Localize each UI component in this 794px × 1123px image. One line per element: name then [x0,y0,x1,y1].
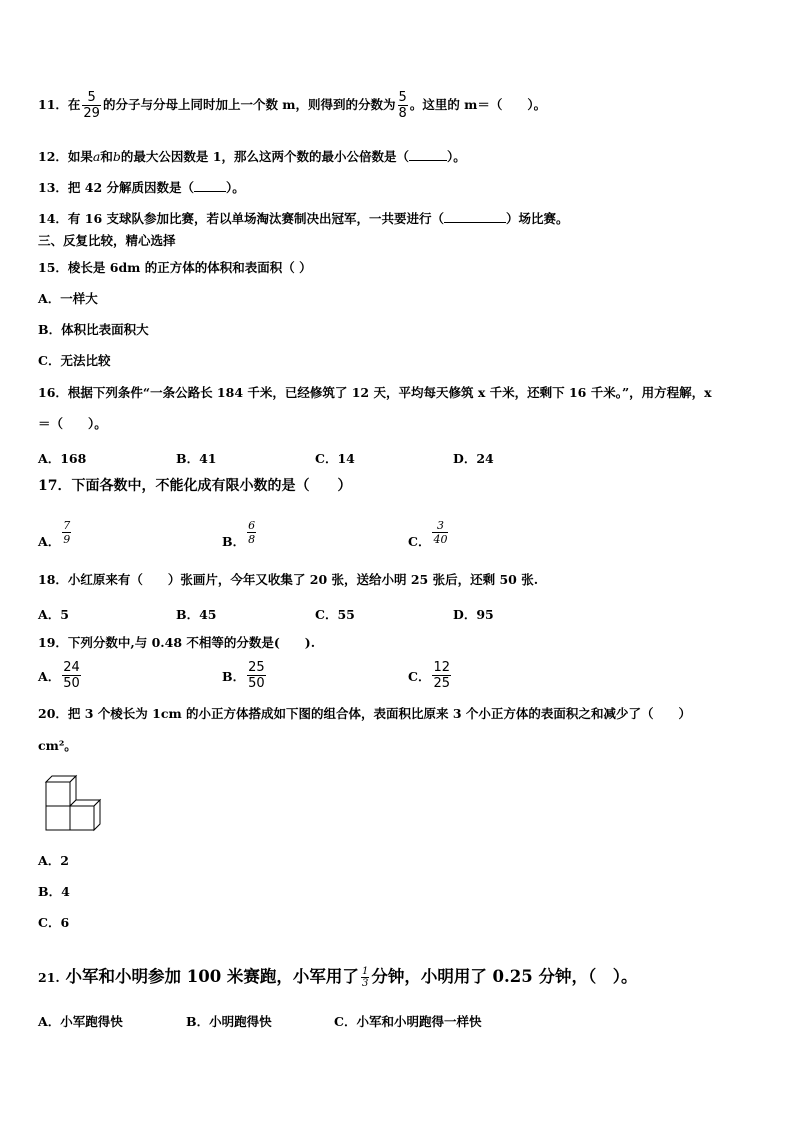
q19-option-c[interactable] [408,660,453,691]
q17-c-numerator: 3 [436,518,444,532]
q17-option-a-label: A． [38,534,61,549]
question-21 [38,966,638,989]
q19-option-a[interactable] [38,660,83,691]
q11-suffix: 。这里的 m＝（ ）。 [409,97,547,112]
q17-option-b-label: B． [222,534,246,549]
q17-c-denominator: 40 [433,532,448,546]
q11-middle: 的分子与分母上同时加上一个数 m，则得到的分数为 [102,97,396,112]
q17-option-c[interactable] [408,514,450,550]
question-19-stem: 19．下列分数中,与 0.48 不相等的分数是( ). [38,635,316,650]
section-heading: 三、反复比较，精心选择 [38,233,176,248]
q21-option-c[interactable]: C．小军和小明跑得一样快 [334,1014,482,1029]
question-13 [38,179,245,195]
q16-option-d[interactable]: D．24 [453,451,494,466]
q19-b-denominator: 50 [248,676,265,691]
q17-option-a[interactable] [38,514,73,550]
q14-answer-blank[interactable] [444,210,506,223]
question-16-stem-line2: ＝（ ）。 [38,416,107,431]
q11-frac1-denominator: 29 [83,106,100,121]
q19-option-b-fraction [247,660,266,691]
q16-option-a[interactable]: A．168 [38,451,87,466]
q21-suffix: 分钟，小明用了 0.25 分钟，（ ）。 [371,967,638,986]
q11-frac2-numerator: 5 [398,90,407,105]
q19-option-b[interactable] [222,660,268,691]
question-11 [38,90,546,121]
q19-c-denominator: 25 [433,676,450,691]
q11-frac2-denominator: 8 [398,106,407,121]
q18-option-c[interactable]: C．55 [315,607,355,622]
q17-b-denominator: 8 [248,532,256,546]
q19-a-numerator: 24 [63,660,80,675]
q17-b-numerator: 6 [248,518,256,532]
q20-option-c[interactable]: C．6 [38,915,70,930]
q12-prefix: 12．如果 [38,149,93,164]
q21-denominator: 3 [361,978,369,989]
cube-figure [42,772,112,836]
question-15-stem: 15．棱长是 6dm 的正方体的体积和表面积（ ） [38,260,312,275]
q19-option-a-fraction [62,660,81,691]
q12-var-a: a [92,149,101,164]
q13-prefix: 13．把 42 分解质因数是（ [38,180,194,195]
q18-option-a[interactable]: A．5 [38,607,69,622]
q21-numerator: 1 [361,966,369,977]
q17-option-a-fraction [62,519,71,546]
question-20-stem-line1: 20．把 3 个棱长为 1cm 的小正方体搭成如下图的组合体，表面积比原来 3 个小正方体的表面积之和减少了（ ） [38,706,691,721]
q19-option-c-label: C． [408,668,431,684]
q17-a-denominator: 9 [63,532,71,546]
q12-middle: 的最大公因数是 1，那么这两个数的最小公倍数是（ [120,149,409,164]
q11-fraction-1 [82,90,101,121]
q19-c-numerator: 12 [433,660,450,675]
question-17-stem: 17．下面各数中，不能化成有限小数的是（ ） [38,478,352,494]
q17-option-b[interactable] [222,514,258,550]
q16-option-c[interactable]: C．14 [315,451,355,466]
q19-option-a-label: A． [38,668,61,684]
q19-option-c-fraction [432,660,451,691]
q21-option-b[interactable]: B．小明跑得快 [186,1014,272,1029]
q12-suffix: ）。 [446,149,466,164]
question-18-stem: 18．小红原来有（ ）张画片，今年又收集了 20 张，送给小明 25 张后，还剩 50 张. [38,572,539,587]
q13-suffix: ）。 [226,180,245,195]
q18-option-b[interactable]: B．45 [176,607,217,622]
q16-option-b[interactable]: B．41 [176,451,217,466]
q19-option-b-label: B． [222,668,246,684]
q14-suffix: ）场比赛。 [506,211,569,226]
q11-prefix: 11．在 [38,97,81,112]
question-14 [38,210,569,226]
q15-option-a[interactable]: A．一样大 [38,291,98,306]
q19-b-numerator: 25 [248,660,265,675]
q17-a-numerator: 7 [63,518,71,532]
q11-frac1-numerator: 5 [87,90,96,105]
q17-option-c-fraction [432,519,448,546]
q13-answer-blank[interactable] [194,179,226,192]
question-16-stem-line1: 16．根据下列条件“一条公路长 184 千米，已经修筑了 12 天，平均每天修筑 x 千米，还剩下 16 千米。”，用方程解，x [38,385,712,400]
question-20-stem-line2: cm²。 [38,738,77,753]
q11-fraction-2 [398,90,408,121]
q15-option-b[interactable]: B．体积比表面积大 [38,322,149,337]
q12-and: 和 [100,149,113,164]
q20-option-b[interactable]: B．4 [38,884,70,899]
q21-option-a[interactable]: A．小军跑得快 [38,1014,123,1029]
q14-prefix: 14．有 16 支球队参加比赛，若以单场淘汰赛制决出冠军，一共要进行（ [38,211,444,226]
q12-var-b: b [112,149,121,164]
question-12 [38,148,466,164]
q17-option-b-fraction [247,519,256,546]
q17-option-c-label: C． [408,534,431,549]
q21-prefix: 小军和小明参加 100 米赛跑，小军用了 [65,967,359,986]
q21-fraction [361,966,369,989]
q18-option-d[interactable]: D．95 [453,607,494,622]
q20-option-a[interactable]: A．2 [38,853,69,868]
q19-a-denominator: 50 [63,676,80,691]
q15-option-c[interactable]: C．无法比较 [38,353,111,368]
q21-number: 21. [38,970,60,985]
q12-answer-blank[interactable] [409,148,447,161]
